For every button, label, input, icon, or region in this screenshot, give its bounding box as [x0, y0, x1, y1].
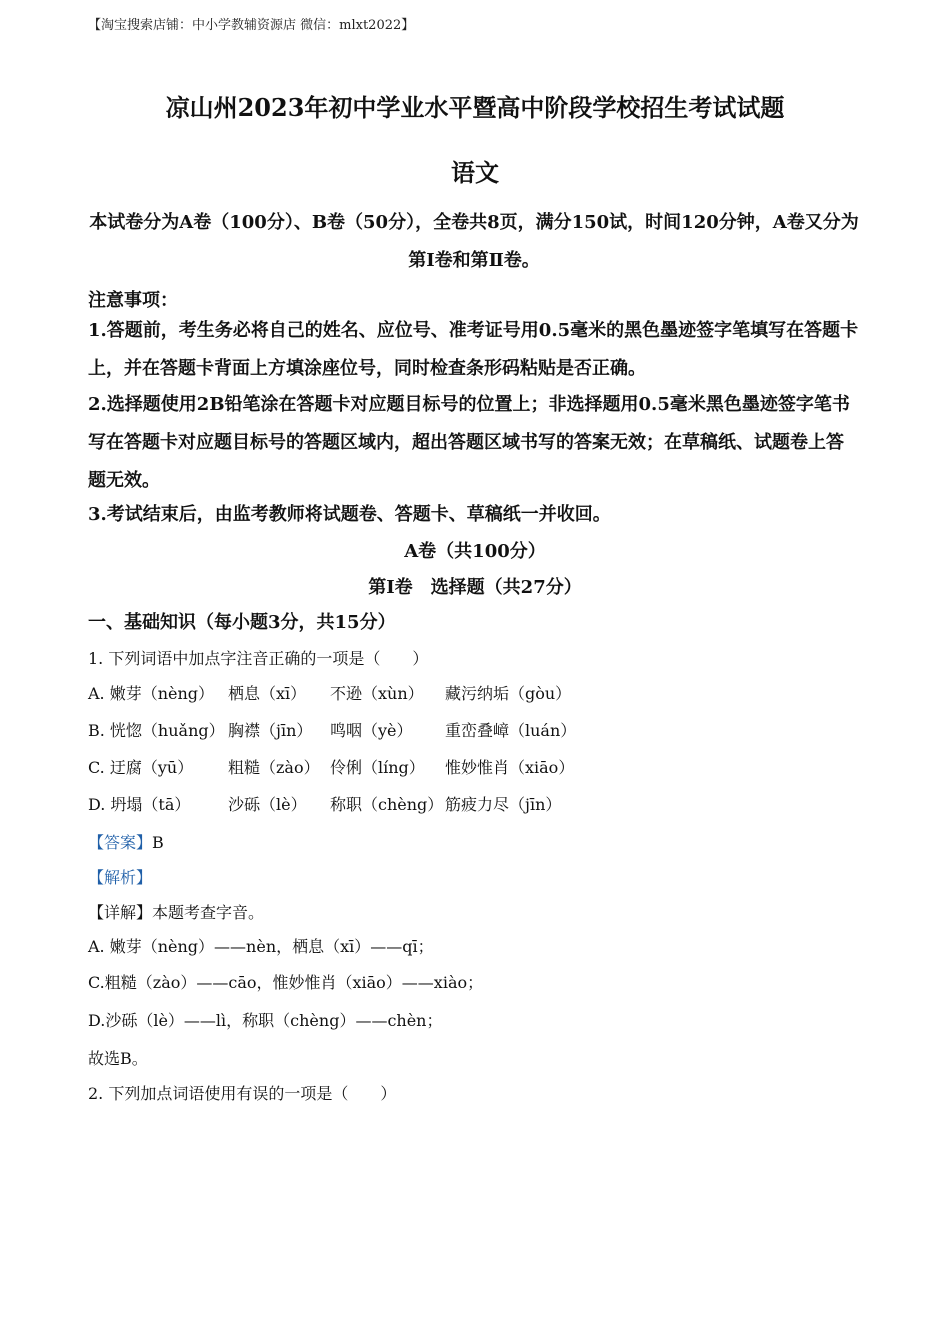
option-b-item: 重峦叠嶂（luán） [445, 721, 577, 740]
notes-item-3: 3.考试结束后，由监考教师将试题卷、答题卡、草稿纸一并收回。 [88, 504, 611, 525]
option-b-item: 胸襟（jīn） [228, 721, 313, 740]
analysis-tag: 【解析】 [88, 868, 153, 887]
option-d-item: 筋疲力尽（jīn） [445, 795, 562, 814]
option-d-item: D. 坍塌（tā） [88, 795, 191, 814]
option-a-item: 藏污纳垢（gòu） [445, 684, 572, 703]
option-d-item: 沙砾（lè） [228, 795, 307, 814]
option-b-item: 鸣咽（yè） [330, 721, 413, 740]
explanation-a: A. 嫩芽（nèng）——nèn，栖息（xī）——qī； [88, 937, 434, 956]
detail-line: 【详解】本题考查字音。 [88, 903, 265, 922]
answer-line [88, 830, 164, 853]
exam-intro: 本试卷分为A卷（100分）、B卷（50分），全卷共8页，满分150试，时间120分钟，A卷又分为第Ⅰ卷和第Ⅱ卷。 [89, 212, 859, 271]
page-title: 凉山州2023年初中学业水平暨高中阶段学校招生考试试题 [165, 93, 785, 122]
option-c-item: C. 迂腐（yū） [88, 758, 194, 777]
option-a-item: 不逊（xùn） [330, 684, 424, 703]
answer-value: B [152, 833, 164, 852]
header-note: 【淘宝搜索店铺：中小学教辅资源店 微信：mlxt2022】 [88, 18, 415, 33]
subject-title: 语文 [451, 158, 499, 187]
option-c-item: 伶俐（líng） [330, 758, 425, 777]
answer-tag: 【答案】 [88, 833, 153, 852]
option-c-item: 惟妙惟肖（xiāo） [445, 758, 575, 777]
notes-item-1: 1.答题前，考生务必将自己的姓名、应位号、准考证号用0.5毫米的黑色墨迹签字笔填写在答题卡上，并在答题卡背面上方填涂座位号，同时检查条形码粘贴是否正确。 [88, 320, 859, 379]
part-a-heading: A卷（共100分） [404, 541, 546, 562]
notes-heading: 注意事项： [88, 290, 178, 311]
option-c-item: 粗糙（zào） [228, 758, 320, 777]
option-a-item: 栖息（xī） [228, 684, 307, 703]
notes-item-2: 2.选择题使用2B铅笔涂在答题卡对应题目标号的位置上；非选择题用0.5毫米黑色墨迹签字笔书写在答题卡对应题目标号的答题区域内，超出答题区域书写的答案无效；在草稿纸、试题卷上答题无效。 [88, 394, 850, 491]
conclusion: 故选B。 [88, 1049, 148, 1068]
question-1-stem: 1. 下列词语中加点字注音正确的一项是（ ） [88, 649, 429, 668]
explanation-c: C.粗糙（zào）——cāo，惟妙惟肖（xiāo）——xiào； [88, 973, 484, 992]
explanation-d: D.沙砾（lè）——lì，称职（chèng）——chèn； [88, 1011, 443, 1030]
part-i-heading: 第Ⅰ卷 选择题（共27分） [368, 577, 582, 598]
option-d-item: 称职（chèng） [330, 795, 444, 814]
question-2-stem: 2. 下列加点词语使用有误的一项是（ ） [88, 1084, 397, 1103]
option-b-item: B. 恍惚（huǎng） [88, 721, 225, 740]
section-heading: 一、基础知识（每小题3分，共15分） [88, 612, 396, 633]
option-a-item: A. 嫩芽（nèng） [88, 684, 215, 703]
